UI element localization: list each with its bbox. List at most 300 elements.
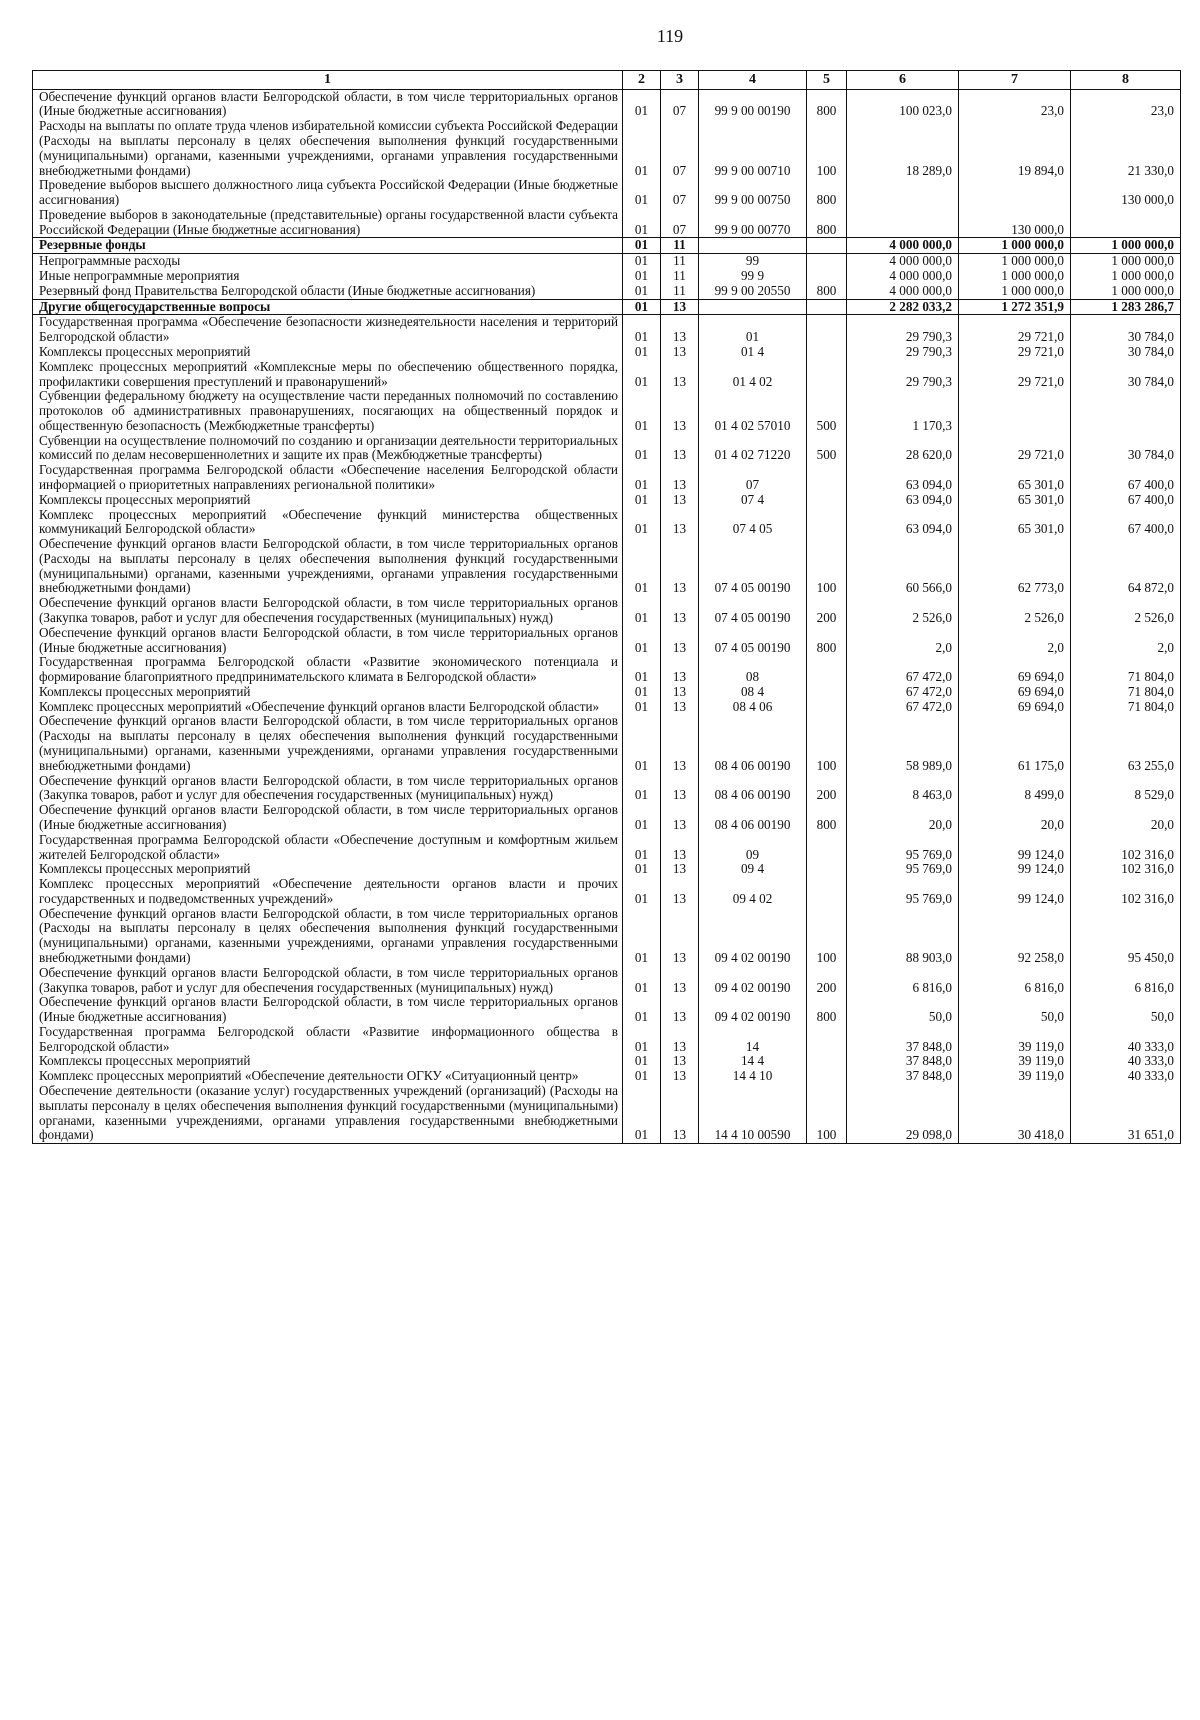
table-row	[33, 655, 1181, 685]
row-target-article-code: 99 9	[699, 269, 807, 284]
row-amount-year-2: 39 119,0	[959, 1054, 1071, 1069]
row-amount-year-2: 99 124,0	[959, 833, 1071, 863]
row-amount-year-1: 29 790,3	[847, 360, 959, 390]
table-row	[33, 238, 1181, 254]
row-amount-year-3: 30 784,0	[1071, 315, 1181, 345]
row-description: Обеспечение функций органов власти Белгородской области, в том числе территориальных органов (Иные бюджетные ассигнования)	[33, 995, 623, 1025]
table-row	[33, 626, 1181, 656]
row-description: Комплекс процессных мероприятий «Обеспечение функций министерства общественных коммуникаций Белгородской области»	[33, 508, 623, 538]
row-section-code: 01	[623, 966, 661, 996]
row-target-article-code: 14 4	[699, 1054, 807, 1069]
row-subsection-code: 13	[661, 655, 699, 685]
row-target-article-code: 08 4 06 00190	[699, 774, 807, 804]
row-amount-year-2: 29 721,0	[959, 315, 1071, 345]
row-expense-type-code	[807, 299, 847, 315]
row-expense-type-code	[807, 862, 847, 877]
row-expense-type-code	[807, 833, 847, 863]
row-amount-year-2: 39 119,0	[959, 1025, 1071, 1055]
row-amount-year-2: 69 694,0	[959, 655, 1071, 685]
table-row	[33, 862, 1181, 877]
row-amount-year-3: 40 333,0	[1071, 1069, 1181, 1084]
row-section-code: 01	[623, 284, 661, 299]
row-subsection-code: 13	[661, 299, 699, 315]
row-target-article-code: 07 4	[699, 493, 807, 508]
row-subsection-code: 13	[661, 685, 699, 700]
table-row	[33, 119, 1181, 178]
row-description: Комплексы процессных мероприятий	[33, 685, 623, 700]
header-row	[33, 71, 1181, 90]
row-section-code: 01	[623, 907, 661, 966]
row-amount-year-1: 37 848,0	[847, 1054, 959, 1069]
row-description: Обеспечение функций органов власти Белгородской области, в том числе территориальных органов (Иные бюджетные ассигнования)	[33, 89, 623, 119]
table-row	[33, 508, 1181, 538]
row-amount-year-2: 50,0	[959, 995, 1071, 1025]
table-row	[33, 315, 1181, 345]
row-amount-year-3: 102 316,0	[1071, 877, 1181, 907]
row-amount-year-3: 71 804,0	[1071, 655, 1181, 685]
row-amount-year-2: 29 721,0	[959, 360, 1071, 390]
row-target-article-code: 07 4 05 00190	[699, 626, 807, 656]
row-section-code: 01	[623, 655, 661, 685]
row-amount-year-3: 67 400,0	[1071, 493, 1181, 508]
row-amount-year-1: 1 170,3	[847, 389, 959, 433]
row-amount-year-1: 95 769,0	[847, 833, 959, 863]
row-expense-type-code	[807, 877, 847, 907]
row-expense-type-code	[807, 685, 847, 700]
table-row	[33, 596, 1181, 626]
table-row	[33, 434, 1181, 464]
row-target-article-code: 09	[699, 833, 807, 863]
column-header: 3	[661, 71, 699, 90]
row-section-code: 01	[623, 714, 661, 773]
row-amount-year-1: 63 094,0	[847, 508, 959, 538]
row-section-code: 01	[623, 269, 661, 284]
row-target-article-code: 99 9 00 00190	[699, 89, 807, 119]
row-subsection-code: 13	[661, 1069, 699, 1084]
row-amount-year-1: 58 989,0	[847, 714, 959, 773]
row-target-article-code: 99 9 00 20550	[699, 284, 807, 299]
column-header: 7	[959, 71, 1071, 90]
row-section-code: 01	[623, 508, 661, 538]
row-amount-year-1: 4 000 000,0	[847, 269, 959, 284]
row-section-code: 01	[623, 862, 661, 877]
column-header: 2	[623, 71, 661, 90]
row-amount-year-1: 29 098,0	[847, 1084, 959, 1144]
row-amount-year-1: 20,0	[847, 803, 959, 833]
table-row	[33, 299, 1181, 315]
row-description: Субвенции на осуществление полномочий по созданию и организации деятельности территориальных комиссий по делам несовершеннолетних и защите их прав (Межбюджетные трансферты)	[33, 434, 623, 464]
table-row	[33, 178, 1181, 208]
row-target-article-code: 09 4	[699, 862, 807, 877]
table-row	[33, 966, 1181, 996]
row-section-code: 01	[623, 119, 661, 178]
table-row	[33, 685, 1181, 700]
row-amount-year-3: 40 333,0	[1071, 1054, 1181, 1069]
row-expense-type-code: 500	[807, 389, 847, 433]
row-amount-year-2: 1 000 000,0	[959, 284, 1071, 299]
row-amount-year-2: 92 258,0	[959, 907, 1071, 966]
table-row	[33, 1054, 1181, 1069]
row-amount-year-2: 20,0	[959, 803, 1071, 833]
table-row	[33, 208, 1181, 238]
row-target-article-code: 08 4 06 00190	[699, 714, 807, 773]
row-amount-year-1: 67 472,0	[847, 700, 959, 715]
row-expense-type-code: 800	[807, 626, 847, 656]
row-amount-year-2: 69 694,0	[959, 685, 1071, 700]
row-target-article-code: 07 4 05 00190	[699, 537, 807, 596]
table-row	[33, 89, 1181, 119]
row-section-code: 01	[623, 537, 661, 596]
row-subsection-code: 13	[661, 493, 699, 508]
row-target-article-code: 08	[699, 655, 807, 685]
row-target-article-code: 01 4 02 57010	[699, 389, 807, 433]
row-description: Обеспечение функций органов власти Белгородской области, в том числе территориальных органов (Закупка товаров, работ и услуг для обеспечения государственных (муниципальных) нужд)	[33, 596, 623, 626]
row-amount-year-2: 69 694,0	[959, 700, 1071, 715]
row-amount-year-2	[959, 178, 1071, 208]
table-row	[33, 803, 1181, 833]
row-amount-year-3: 95 450,0	[1071, 907, 1181, 966]
row-amount-year-2: 29 721,0	[959, 345, 1071, 360]
row-expense-type-code: 100	[807, 119, 847, 178]
row-expense-type-code	[807, 1025, 847, 1055]
row-subsection-code: 11	[661, 269, 699, 284]
row-amount-year-2: 65 301,0	[959, 463, 1071, 493]
row-description: Обеспечение деятельности (оказание услуг) государственных учреждений (организаций) (Расходы на выплаты персоналу в целях обеспечения выполнения функций государственными (муниципальными) органами, казенными учреждениями, органами управления государственными внебюджетными фондами)	[33, 1084, 623, 1144]
row-description: Другие общегосударственные вопросы	[33, 299, 623, 315]
row-amount-year-2: 62 773,0	[959, 537, 1071, 596]
table-row	[33, 774, 1181, 804]
row-section-code: 01	[623, 833, 661, 863]
row-amount-year-2: 99 124,0	[959, 877, 1071, 907]
table-row	[33, 463, 1181, 493]
row-amount-year-1: 6 816,0	[847, 966, 959, 996]
row-subsection-code: 13	[661, 508, 699, 538]
row-description: Государственная программа Белгородской области «Развитие информационного общества в Белгородской области»	[33, 1025, 623, 1055]
row-amount-year-2: 2 526,0	[959, 596, 1071, 626]
row-subsection-code: 13	[661, 877, 699, 907]
row-subsection-code: 13	[661, 360, 699, 390]
row-expense-type-code: 800	[807, 995, 847, 1025]
row-expense-type-code	[807, 1054, 847, 1069]
row-subsection-code: 13	[661, 389, 699, 433]
row-subsection-code: 13	[661, 345, 699, 360]
row-section-code: 01	[623, 803, 661, 833]
budget-table	[32, 70, 1181, 1144]
row-amount-year-3: 71 804,0	[1071, 685, 1181, 700]
row-amount-year-2: 1 000 000,0	[959, 254, 1071, 269]
row-subsection-code: 13	[661, 537, 699, 596]
row-amount-year-3: 30 784,0	[1071, 345, 1181, 360]
column-header: 4	[699, 71, 807, 90]
row-amount-year-1: 63 094,0	[847, 493, 959, 508]
row-amount-year-3: 1 000 000,0	[1071, 269, 1181, 284]
row-subsection-code: 07	[661, 119, 699, 178]
row-subsection-code: 13	[661, 1025, 699, 1055]
row-amount-year-3: 130 000,0	[1071, 178, 1181, 208]
table-row	[33, 1084, 1181, 1144]
row-section-code: 01	[623, 238, 661, 254]
row-amount-year-3: 63 255,0	[1071, 714, 1181, 773]
row-description: Обеспечение функций органов власти Белгородской области, в том числе территориальных органов (Закупка товаров, работ и услуг для обеспечения государственных (муниципальных) нужд)	[33, 774, 623, 804]
row-expense-type-code	[807, 345, 847, 360]
row-target-article-code: 01 4 02 71220	[699, 434, 807, 464]
row-target-article-code: 99 9 00 00750	[699, 178, 807, 208]
row-amount-year-2: 2,0	[959, 626, 1071, 656]
row-description: Иные непрограммные мероприятия	[33, 269, 623, 284]
row-amount-year-3: 2 526,0	[1071, 596, 1181, 626]
row-expense-type-code: 800	[807, 208, 847, 238]
row-description: Субвенции федеральному бюджету на осуществление части переданных полномочий по составлению протоколов об административных правонарушениях, посягающих на общественный порядок и общественную безопасность (Межбюджетные трансферты)	[33, 389, 623, 433]
row-amount-year-3: 1 000 000,0	[1071, 284, 1181, 299]
row-subsection-code: 13	[661, 714, 699, 773]
row-section-code: 01	[623, 1025, 661, 1055]
row-expense-type-code: 800	[807, 284, 847, 299]
row-subsection-code: 11	[661, 284, 699, 299]
row-target-article-code	[699, 299, 807, 315]
row-amount-year-2: 30 418,0	[959, 1084, 1071, 1144]
row-section-code: 01	[623, 434, 661, 464]
row-amount-year-3: 102 316,0	[1071, 862, 1181, 877]
row-target-article-code: 07 4 05 00190	[699, 596, 807, 626]
row-amount-year-1: 2 282 033,2	[847, 299, 959, 315]
row-description: Обеспечение функций органов власти Белгородской области, в том числе территориальных органов (Закупка товаров, работ и услуг для обеспечения государственных (муниципальных) нужд)	[33, 966, 623, 996]
table-row	[33, 1069, 1181, 1084]
row-amount-year-1: 8 463,0	[847, 774, 959, 804]
row-amount-year-1: 63 094,0	[847, 463, 959, 493]
row-section-code: 01	[623, 254, 661, 269]
row-amount-year-3	[1071, 389, 1181, 433]
row-amount-year-1: 29 790,3	[847, 315, 959, 345]
row-amount-year-1: 28 620,0	[847, 434, 959, 464]
row-description: Комплекс процессных мероприятий «Обеспечение функций органов власти Белгородской области»	[33, 700, 623, 715]
row-section-code: 01	[623, 463, 661, 493]
row-target-article-code: 09 4 02	[699, 877, 807, 907]
row-amount-year-2: 8 499,0	[959, 774, 1071, 804]
row-expense-type-code	[807, 254, 847, 269]
row-target-article-code: 08 4 06	[699, 700, 807, 715]
row-target-article-code: 99 9 00 00770	[699, 208, 807, 238]
row-description: Государственная программа Белгородской области «Обеспечение доступным и комфортным жильем жителей Белгородской области»	[33, 833, 623, 863]
row-section-code: 01	[623, 774, 661, 804]
row-target-article-code: 07	[699, 463, 807, 493]
row-amount-year-1: 29 790,3	[847, 345, 959, 360]
row-subsection-code: 13	[661, 907, 699, 966]
row-target-article-code: 01 4 02	[699, 360, 807, 390]
row-target-article-code: 14 4 10	[699, 1069, 807, 1084]
row-amount-year-3	[1071, 208, 1181, 238]
row-description: Государственная программа «Обеспечение безопасности жизнедеятельности населения и территорий Белгородской области»	[33, 315, 623, 345]
row-subsection-code: 13	[661, 626, 699, 656]
row-subsection-code: 13	[661, 995, 699, 1025]
row-expense-type-code: 800	[807, 803, 847, 833]
row-amount-year-2: 6 816,0	[959, 966, 1071, 996]
row-expense-type-code: 200	[807, 774, 847, 804]
table-row	[33, 493, 1181, 508]
row-amount-year-3: 64 872,0	[1071, 537, 1181, 596]
row-amount-year-1: 18 289,0	[847, 119, 959, 178]
row-section-code: 01	[623, 345, 661, 360]
row-target-article-code: 07 4 05	[699, 508, 807, 538]
row-description: Государственная программа Белгородской области «Развитие экономического потенциала и формирование благоприятного предпринимательского климата в Белгородской области»	[33, 655, 623, 685]
row-subsection-code: 13	[661, 1084, 699, 1144]
row-amount-year-3: 23,0	[1071, 89, 1181, 119]
table-row	[33, 389, 1181, 433]
row-amount-year-3: 102 316,0	[1071, 833, 1181, 863]
row-amount-year-2: 65 301,0	[959, 508, 1071, 538]
row-description: Комплекс процессных мероприятий «Комплексные меры по обеспечению общественного порядка, профилактики совершения преступлений и правонарушений»	[33, 360, 623, 390]
row-subsection-code: 13	[661, 803, 699, 833]
row-subsection-code: 07	[661, 178, 699, 208]
row-expense-type-code: 200	[807, 966, 847, 996]
row-description: Обеспечение функций органов власти Белгородской области, в том числе территориальных органов (Расходы на выплаты персоналу в целях обеспечения выполнения функций государственными (муниципальными) органами, казенными учреждениями, органами управления государственными внебюджетными фондами)	[33, 714, 623, 773]
row-amount-year-3: 8 529,0	[1071, 774, 1181, 804]
row-amount-year-2: 1 272 351,9	[959, 299, 1071, 315]
row-section-code: 01	[623, 596, 661, 626]
row-amount-year-1: 60 566,0	[847, 537, 959, 596]
row-amount-year-1: 100 023,0	[847, 89, 959, 119]
row-expense-type-code: 100	[807, 907, 847, 966]
row-subsection-code: 07	[661, 208, 699, 238]
table-row	[33, 254, 1181, 269]
row-target-article-code: 08 4 06 00190	[699, 803, 807, 833]
row-amount-year-2: 29 721,0	[959, 434, 1071, 464]
row-section-code: 01	[623, 626, 661, 656]
row-expense-type-code	[807, 360, 847, 390]
row-section-code: 01	[623, 208, 661, 238]
row-description: Комплекс процессных мероприятий «Обеспечение деятельности органов власти и прочих государственных и подведомственных учреждений»	[33, 877, 623, 907]
row-section-code: 01	[623, 389, 661, 433]
row-target-article-code: 01 4	[699, 345, 807, 360]
row-amount-year-3: 6 816,0	[1071, 966, 1181, 996]
row-amount-year-3: 20,0	[1071, 803, 1181, 833]
row-expense-type-code: 100	[807, 714, 847, 773]
row-amount-year-3: 67 400,0	[1071, 463, 1181, 493]
row-amount-year-1: 88 903,0	[847, 907, 959, 966]
row-description: Обеспечение функций органов власти Белгородской области, в том числе территориальных органов (Расходы на выплаты персоналу в целях обеспечения выполнения функций государственными (муниципальными) органами, казенными учреждениями, органами управления государственными внебюджетными фондами)	[33, 907, 623, 966]
row-amount-year-1: 37 848,0	[847, 1025, 959, 1055]
row-amount-year-1: 2 526,0	[847, 596, 959, 626]
row-amount-year-3: 21 330,0	[1071, 119, 1181, 178]
row-description: Обеспечение функций органов власти Белгородской области, в том числе территориальных органов (Иные бюджетные ассигнования)	[33, 626, 623, 656]
row-amount-year-3: 50,0	[1071, 995, 1181, 1025]
row-subsection-code: 13	[661, 862, 699, 877]
row-description: Комплексы процессных мероприятий	[33, 345, 623, 360]
row-section-code: 01	[623, 89, 661, 119]
row-expense-type-code	[807, 315, 847, 345]
table-row	[33, 907, 1181, 966]
row-amount-year-1: 2,0	[847, 626, 959, 656]
row-description: Обеспечение функций органов власти Белгородской области, в том числе территориальных органов (Расходы на выплаты персоналу в целях обеспечения выполнения функций государственными (муниципальными) органами, казенными учреждениями, органами управления государственными внебюджетными фондами)	[33, 537, 623, 596]
row-expense-type-code: 200	[807, 596, 847, 626]
row-expense-type-code	[807, 655, 847, 685]
row-amount-year-1: 37 848,0	[847, 1069, 959, 1084]
column-header: 8	[1071, 71, 1181, 90]
row-amount-year-2: 61 175,0	[959, 714, 1071, 773]
row-amount-year-3: 2,0	[1071, 626, 1181, 656]
row-target-article-code: 08 4	[699, 685, 807, 700]
table-row	[33, 269, 1181, 284]
table-row	[33, 537, 1181, 596]
row-subsection-code: 11	[661, 238, 699, 254]
row-amount-year-1: 95 769,0	[847, 862, 959, 877]
row-subsection-code: 13	[661, 315, 699, 345]
row-amount-year-2: 19 894,0	[959, 119, 1071, 178]
row-amount-year-1: 4 000 000,0	[847, 238, 959, 254]
row-section-code: 01	[623, 685, 661, 700]
row-description: Обеспечение функций органов власти Белгородской области, в том числе территориальных органов (Иные бюджетные ассигнования)	[33, 803, 623, 833]
row-description: Расходы на выплаты по оплате труда членов избирательной комиссии субъекта Российской Федерации (Расходы на выплаты персоналу в целях обеспечения выполнения функций государственными (муниципальными) органами, казенными учреждениями, органами управления государственными внебюджетными фондами)	[33, 119, 623, 178]
row-target-article-code: 99	[699, 254, 807, 269]
row-description: Резервный фонд Правительства Белгородской области (Иные бюджетные ассигнования)	[33, 284, 623, 299]
row-expense-type-code: 800	[807, 178, 847, 208]
row-section-code: 01	[623, 1069, 661, 1084]
row-subsection-code: 07	[661, 89, 699, 119]
row-description: Комплекс процессных мероприятий «Обеспечение деятельности ОГКУ «Ситуационный центр»	[33, 1069, 623, 1084]
row-amount-year-2: 99 124,0	[959, 862, 1071, 877]
row-amount-year-3: 1 000 000,0	[1071, 238, 1181, 254]
row-amount-year-3: 1 000 000,0	[1071, 254, 1181, 269]
row-description: Государственная программа Белгородской области «Обеспечение населения Белгородской области информацией о приоритетных направлениях региональной политики»	[33, 463, 623, 493]
row-amount-year-3: 31 651,0	[1071, 1084, 1181, 1144]
table-row	[33, 833, 1181, 863]
row-amount-year-1: 4 000 000,0	[847, 254, 959, 269]
column-header: 1	[33, 71, 623, 90]
row-amount-year-1: 50,0	[847, 995, 959, 1025]
row-amount-year-2: 1 000 000,0	[959, 238, 1071, 254]
row-target-article-code: 14	[699, 1025, 807, 1055]
row-subsection-code: 13	[661, 596, 699, 626]
row-subsection-code: 13	[661, 1054, 699, 1069]
row-section-code: 01	[623, 1084, 661, 1144]
row-expense-type-code	[807, 463, 847, 493]
row-amount-year-3: 1 283 286,7	[1071, 299, 1181, 315]
row-subsection-code: 13	[661, 463, 699, 493]
row-description: Проведение выборов в законодательные (представительные) органы государственной власти субъекта Российской Федерации (Иные бюджетные ассигнования)	[33, 208, 623, 238]
row-amount-year-3: 30 784,0	[1071, 434, 1181, 464]
table-row	[33, 714, 1181, 773]
row-expense-type-code: 800	[807, 89, 847, 119]
row-expense-type-code	[807, 269, 847, 284]
row-expense-type-code: 100	[807, 1084, 847, 1144]
row-amount-year-1: 4 000 000,0	[847, 284, 959, 299]
row-target-article-code	[699, 238, 807, 254]
row-expense-type-code	[807, 493, 847, 508]
row-target-article-code: 09 4 02 00190	[699, 995, 807, 1025]
table-row	[33, 360, 1181, 390]
row-subsection-code: 13	[661, 966, 699, 996]
row-amount-year-1: 67 472,0	[847, 655, 959, 685]
row-section-code: 01	[623, 1054, 661, 1069]
row-amount-year-2	[959, 389, 1071, 433]
row-section-code: 01	[623, 995, 661, 1025]
row-amount-year-2: 39 119,0	[959, 1069, 1071, 1084]
page-number: 119	[656, 26, 684, 46]
row-description: Комплексы процессных мероприятий	[33, 493, 623, 508]
row-target-article-code: 14 4 10 00590	[699, 1084, 807, 1144]
row-description: Резервные фонды	[33, 238, 623, 254]
table-row	[33, 284, 1181, 299]
table-row	[33, 1025, 1181, 1055]
row-section-code: 01	[623, 360, 661, 390]
row-amount-year-2: 23,0	[959, 89, 1071, 119]
row-target-article-code: 09 4 02 00190	[699, 907, 807, 966]
row-subsection-code: 13	[661, 434, 699, 464]
row-subsection-code: 13	[661, 833, 699, 863]
row-section-code: 01	[623, 493, 661, 508]
row-target-article-code: 01	[699, 315, 807, 345]
row-expense-type-code	[807, 1069, 847, 1084]
row-expense-type-code: 500	[807, 434, 847, 464]
